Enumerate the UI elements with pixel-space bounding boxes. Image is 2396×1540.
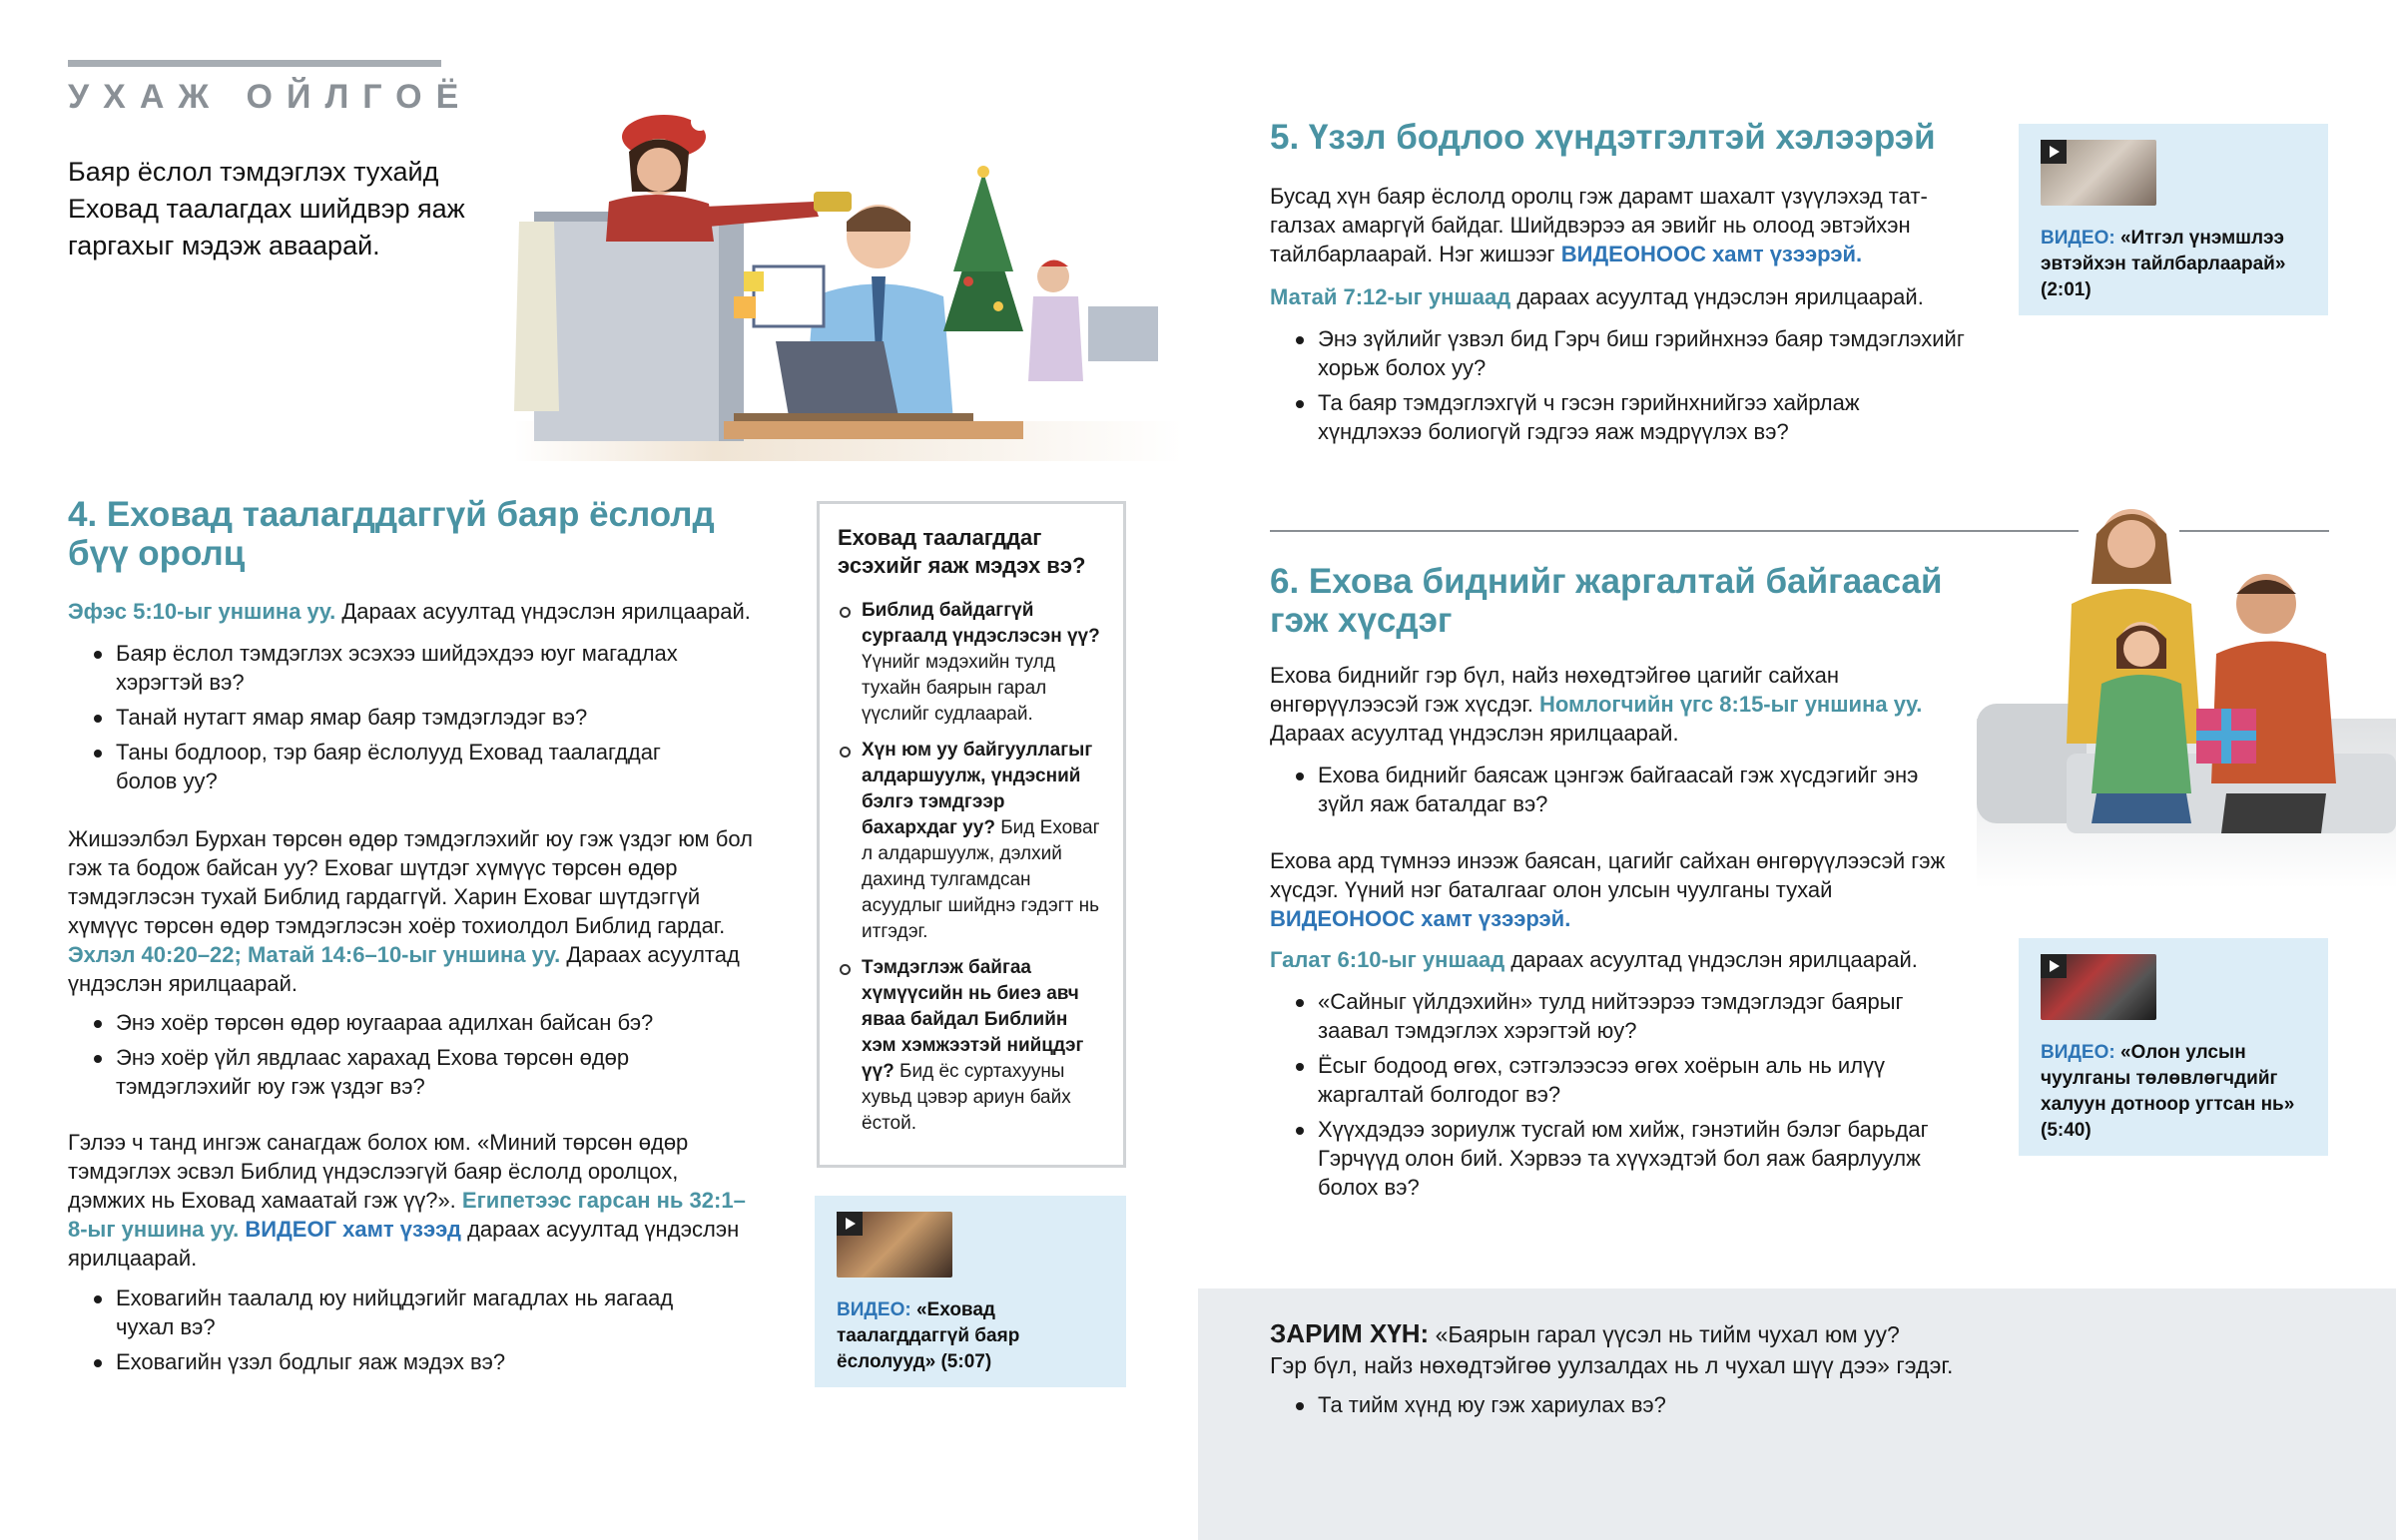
question-item: Энэ хоёр төрсөн өдөр юугаараа адилхан байсан бэ? [68,1008,727,1037]
section-rule [68,60,441,67]
video-thumbnail[interactable] [2041,954,2156,1020]
section-4-title [68,495,715,573]
question-item: Та тийм хүнд юу гэж хариулах вэ? [1270,1390,2168,1419]
instruction-text: дараах асуултад үндэслэн ярилцаарай. [1510,284,1924,309]
instruction-text: Дараах асуултад үндэслэн ярилцаарай. [335,599,751,624]
play-icon[interactable] [2041,140,2067,164]
paragraph-text: Жишээлбэл Бурхан төрсөн өдөр тэмдэглэхийг юу гэж үздэг юм бол гэж та бодож байсан уу? Еховаг шүтдэг хүмүүс төрсөн өдөр тэмдэглэсэн тухай Библид гардаггүй. Харин Еховаг шүтдэггүй хүмүүс төрсөн өдөр тэмдэглэсэн хоёр тохиолдол Библид гардаг. [68,826,753,938]
section-5-read-line [1270,282,1949,311]
sidebar-box [817,501,1126,1168]
scripture-link-ecclesiastes[interactable]: Номлогчийн үгс 8:15-ыг уншина уу. [1539,692,1923,717]
video-label: ВИДЕО: [837,1299,911,1320]
sidebar-answer: Бид Еховаг л алдаршуулж, дэлхий дахинд тулгамдсан асуудлыг шийднэ гэдэгт нь итгэдэг. [862,817,1100,942]
question-item: Энэ хоёр үйл явдлаас харахад Ехова төрсөн өдөр тэмдэглэхийг юу гэж үздэг вэ? [68,1043,727,1101]
office-illustration [514,92,1183,471]
objection-line1: «Баярын гарал үүсэл нь тийм чухал юм уу? [1429,1321,1900,1347]
question-item: Ёсыг бодоод өгөх, сэтгэлээсээ өгөх хоёрын аль нь илүү жаргалтай болгодог вэ? [1270,1051,1969,1109]
question-item: Танай нутагт ямар ямар баяр тэмдэглэдэг вэ? [68,703,727,732]
scripture-link-ephesians[interactable]: Эфэс 5:10-ыг уншина уу. [68,599,336,624]
objection-line2: Гэр бүл, найз нөхөдтэйгөө уулзалдах нь л чухал шүү дээ» гэдэг. [1270,1352,1954,1378]
sidebar-question: Библид байдаггүй сургаалд үндэслэсэн үү? [862,600,1100,647]
objection-questions [1270,1390,2168,1425]
question-item: «Сайныг үйлдэхийн» тулд нийтээрээ тэмдэглэдэг баярыг заавал тэмдэглэх хэрэгтэй юу? [1270,987,1969,1045]
section-6-title-line1: 6. Ехова биднийг жаргалтай байгаасай [1270,562,1943,601]
video-label: ВИДЕО: [2041,228,2115,249]
sidebar-title: Еховад таалагддаг эсэхийг яаж мэдэх вэ? [838,525,1086,578]
sidebar-item [838,598,1105,728]
sidebar-answer: Үүнийг мэдэхийн тулд тухайн баярын гарал үүслийг судлаарай. [862,652,1055,725]
sidebar-question: Хүн юм уу байгууллагыг алдаршуулж, үндэсний бэлгэ тэмдгээр бахархдаг уу? [862,740,1093,838]
section-4-read-line [68,597,787,626]
sidebar-list [838,598,1105,1137]
question-item: Баяр ёслол тэмдэглэх эсэхээ шийдэхдээ юуг магадлах хэрэгтэй вэ? [68,639,727,697]
video-title: «Еховад таалагддаггүй баяр ёслолууд» (5:07) [837,1299,1020,1372]
sidebar-item [838,955,1105,1137]
objection-label: ЗАРИМ ХҮН: [1270,1318,1430,1348]
instruction-text: дараах асуултад үндэслэн ярилцаарай. [68,1217,740,1271]
instruction-text: Дараах асуултад үндэслэн ярилцаарай. [1270,721,1679,746]
question-item: Хүүхдэдээ зориулж тусгай юм хийж, гэнэтийн бэлэг барьдаг Гэрчүүд олон бий. Хэрвээ та хүүхэдтэй бол яаж баярлуулж болох вэ? [1270,1115,1969,1202]
intro-text: Баяр ёслол тэмдэглэх тухайд Еховад таалагдах шийдвэр яаж гаргахыг мэдэж аваарай. [68,157,465,260]
question-item: Та баяр тэмдэглэхгүй ч гэсэн гэрийнхнийгээ хайрлаж хүндлэхээ болиогүй гэдгээ яаж мэдрүүлэх вэ? [1270,388,1969,446]
video-caption [2041,1040,2306,1144]
question-item: Энэ зүйлийг үзвэл бид Гэрч биш гэрийнхнээ баяр тэмдэглэхийг хорьж болох уу? [1270,324,1969,382]
scripture-link-matthew[interactable]: Матай 7:12-ыг уншаад [1270,284,1511,309]
section-6-questions-2 [1270,987,1969,1208]
divider [1270,530,2079,532]
sidebar-question: Тэмдэглэж байгаа хүмүүсийн нь биеэ авч яваа байдал Библийн хэм хэмжээтэй нийцдэг үү? [862,957,1084,1082]
section-5-questions [1270,324,1969,452]
section-4-questions-3 [68,1283,727,1382]
scripture-link-galatians[interactable]: Галат 6:10-ыг уншаад [1270,947,1505,972]
section-5-title: 5. Үзэл бодлоо хүндэтгэлтэй хэлээрэй [1270,118,1936,157]
section-kicker: УХАЖ ОЙЛГОЁ [68,78,473,116]
video-label: ВИДЕО: [2041,1042,2115,1063]
paragraph-text: Ехова ард түмнээ инээж баясан, цагийг сайхан өнгөрүүлээсэй гэж хүсдэг. Үүний нэг баталгааг олон улсын чуулганы тухай [1270,848,1946,902]
video-link[interactable]: ВИДЕОГ хамт үзээд [245,1217,461,1242]
video-link[interactable]: ВИДЕОНООС хамт үзээрэй. [1270,906,1571,931]
question-item: Таны бодлоор, тэр баяр ёслолууд Еховад таалагддаг болов уу? [68,738,727,795]
section-6-read-line [1270,945,1949,974]
video-title: «Итгэл үнэмшлээ эвтэйхэн тайлбарлаарай» (2:01) [2041,228,2286,300]
section-4-title-line1: 4. Еховад таалагддаггүй баяр ёслолд [68,495,715,534]
video-card-convention[interactable] [2019,938,2328,1156]
family-illustration [1977,494,2396,888]
section-4-title-line2: бүү оролц [68,534,246,573]
play-icon[interactable] [2041,954,2067,978]
objection-panel [1198,1288,2396,1540]
objection-text [1270,1318,2348,1381]
video-caption [837,1297,1104,1375]
question-item: Еховагийн таалалд юу нийцдэгийг магадлах нь яагаад чухал вэ? [68,1283,727,1341]
section-6-title-line2: гэж хүсдэг [1270,601,1453,640]
video-card-holidays[interactable] [815,1196,1126,1387]
paragraph-text: Ехова биднийг гэр бүл, найз нөхөдтэйгөө цагийг сайхан өнгөрүүлээсэй гэж хүсдэг. [1270,663,1840,717]
question-item: Ехова биднийг баясаж цэнгэж байгаасай гэж хүсдэгийг энэ зүйл яаж баталдаг вэ? [1270,761,1949,818]
sidebar-item [838,738,1105,945]
section-6-title [1270,562,1943,640]
paragraph-text: Бусад хүн баяр ёслолд оролц гэж дарамт шахалт үзүүлэхэд татгалзах амаргүй байдаг. Шийдвэрээ ая эвийг нь олоод эвтэйхэн тайлбарлаарай. Нэг жишээг [1270,184,1928,266]
scripture-link-genesis-matthew[interactable]: Эхлэл 40:20–22; Матай 14:6–10-ыг уншина уу. [68,942,561,967]
scripture-link-exodus[interactable]: Египетээс гарсан нь 32:1–8-ыг уншина уу. [68,1188,746,1242]
video-thumbnail[interactable] [837,1212,952,1278]
video-title: «Олон улсын чуулганы төлөвлөгчдийг халуун дотноор угтсан нь» (5:40) [2041,1042,2295,1141]
sidebar-answer: Бид ёс суртахууны хувьд цэвэр ариун байх ёстой. [862,1061,1071,1134]
section-4-questions-1 [68,639,727,801]
section-6-questions-1 [1270,761,1949,824]
section-4-questions-2 [68,1008,727,1107]
section-5-paragraph [1270,182,1949,268]
video-link[interactable]: ВИДЕОНООС хамт үзээрэй. [1560,242,1863,266]
video-card-explain-beliefs[interactable] [2019,124,2328,315]
play-icon[interactable] [837,1212,863,1236]
section-6-paragraph-2 [1270,846,1949,933]
section-6-paragraph-1 [1270,661,1969,748]
question-item: Еховагийн үзэл бодлыг яаж мэдэх вэ? [68,1347,727,1376]
video-caption [2041,226,2306,303]
section-4-paragraph-2 [68,824,757,998]
instruction-text: дараах асуултад үндэслэн ярилцаарай. [1504,947,1918,972]
instruction-text: Дараах асуултад үндэслэн ярилцаарай. [68,942,740,996]
video-thumbnail[interactable] [2041,140,2156,206]
section-4-paragraph-3 [68,1128,757,1273]
paragraph-text: Гэлээ ч танд ингэж санагдаж болох юм. «Миний төрсөн өдөр тэмдэглэх эсвэл Библид үндэслээгүй баяр ёслолд оролцох, дэмжих нь Еховад хамаатай гэж үү?». [68,1130,689,1213]
